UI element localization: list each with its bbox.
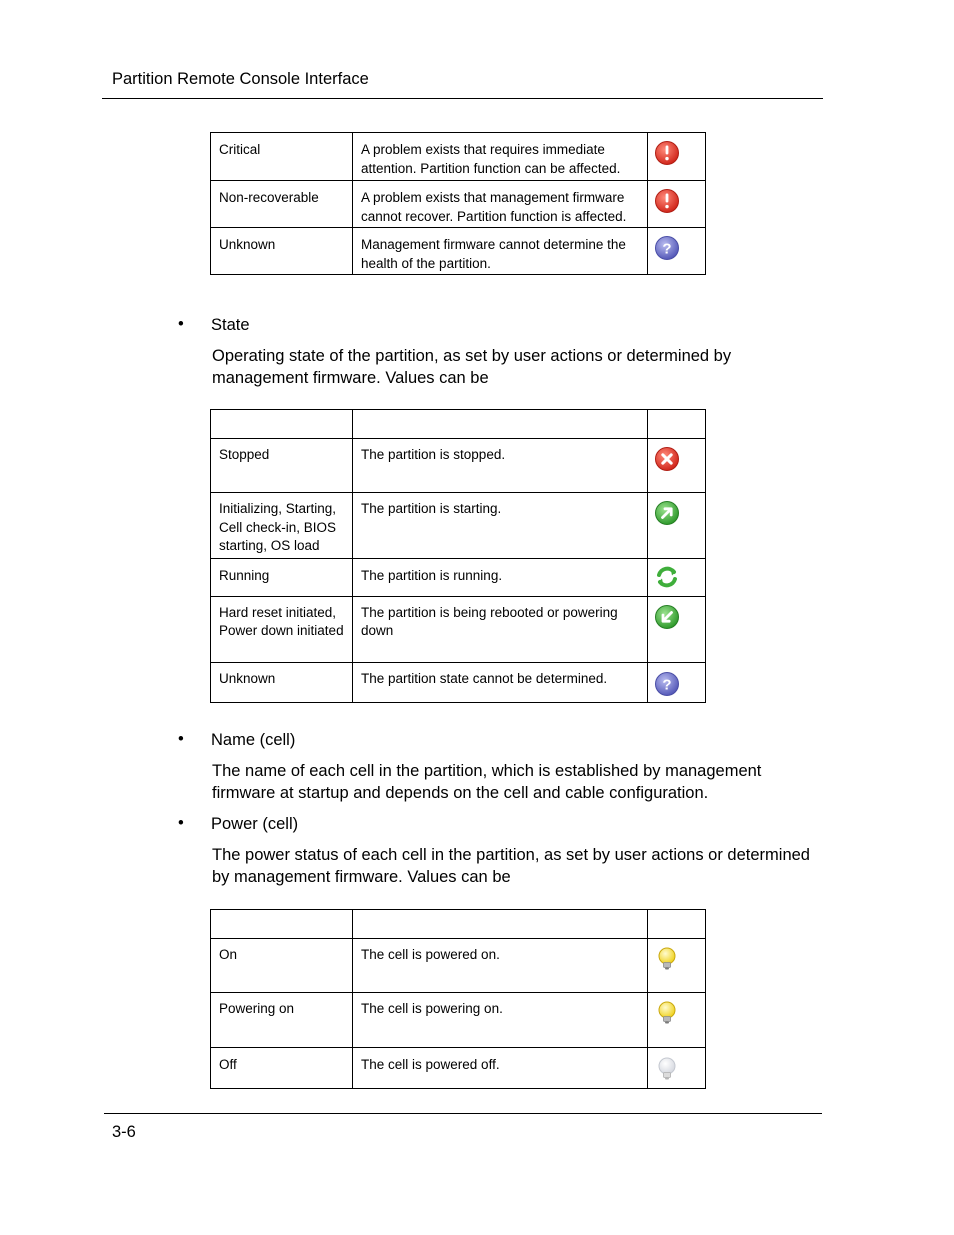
status-name: Critical <box>211 133 353 181</box>
status-name: Unknown <box>211 228 353 275</box>
running-icon <box>654 564 680 590</box>
state-name: Initializing, Starting, Cell check-in, BIOS starting, OS load <box>211 493 353 559</box>
stopped-icon <box>654 446 680 472</box>
state-description: Operating state of the partition, as set by user actions or determined by management firmware. Values can be <box>212 347 732 387</box>
critical-icon <box>654 140 680 166</box>
svg-text:?: ? <box>662 240 672 258</box>
power-status-description: The cell is powering on. <box>353 993 648 1048</box>
state-name: Stopped <box>211 439 353 493</box>
header-rule <box>102 98 823 99</box>
bullet-dot: • <box>178 814 184 832</box>
table-row <box>211 181 706 228</box>
state-name: Hard reset initiated, Power down initiated <box>211 596 353 662</box>
name-cell-description: The name of each cell in the partition, which is established by management firmware at startup and depends on the cell and cable configuration. <box>212 762 762 802</box>
bullet-dot: • <box>178 315 184 333</box>
table-header-row <box>211 910 706 939</box>
table-header-cell <box>648 410 706 439</box>
table-row <box>211 993 706 1048</box>
starting-icon <box>654 500 680 526</box>
table-header-cell <box>353 910 648 939</box>
power-status-description: The cell is powered off. <box>353 1048 648 1089</box>
state-description-cell: The partition is being rebooted or powering down <box>353 596 648 662</box>
svg-text:?: ? <box>662 676 672 693</box>
table-header-cell <box>211 910 353 939</box>
state-name: Running <box>211 559 353 597</box>
table-header-cell <box>353 410 648 439</box>
table-header-cell <box>211 410 353 439</box>
table-row <box>211 1048 706 1089</box>
power-status-name: On <box>211 939 353 993</box>
bullet-dot: • <box>178 730 184 748</box>
table-header-cell <box>648 910 706 939</box>
power-status-name: Off <box>211 1048 353 1089</box>
power-table <box>210 909 706 1089</box>
lightbulb-on-icon <box>654 1000 680 1026</box>
name-cell-section-title: Name (cell) <box>211 731 296 749</box>
state-table <box>210 409 706 703</box>
status-description: Management firmware cannot determine the health of the partition. <box>353 228 648 275</box>
state-name: Unknown <box>211 662 353 703</box>
state-section-title: State <box>211 316 250 334</box>
table-header-row <box>211 410 706 439</box>
power-cell-section-title: Power (cell) <box>211 815 299 833</box>
lightbulb-on-icon <box>654 946 680 972</box>
power-status-description: The cell is powered on. <box>353 939 648 993</box>
state-description-cell: The partition is stopped. <box>353 439 648 493</box>
page-number: 3-6 <box>112 1123 136 1141</box>
page-header-title: Partition Remote Console Interface <box>112 70 369 88</box>
lightbulb-off-icon <box>654 1056 680 1082</box>
question-icon <box>654 671 680 697</box>
table-row <box>211 559 706 597</box>
status-description: A problem exists that requires immediate attention. Partition function can be affected. <box>353 133 648 181</box>
table-row <box>211 939 706 993</box>
state-description-cell: The partition is starting. <box>353 493 648 559</box>
state-description-cell: The partition is running. <box>353 559 648 597</box>
table-row <box>211 228 706 275</box>
health-table <box>210 132 706 275</box>
rebooting-icon <box>654 604 680 630</box>
table-row <box>211 493 706 559</box>
footer-rule <box>104 1113 822 1114</box>
state-description-cell: The partition state cannot be determined. <box>353 662 648 703</box>
table-row <box>211 596 706 662</box>
power-status-name: Powering on <box>211 993 353 1048</box>
table-row <box>211 439 706 493</box>
status-description: A problem exists that management firmware cannot recover. Partition function is affected. <box>353 181 648 228</box>
critical-icon <box>654 188 680 214</box>
table-row <box>211 662 706 703</box>
question-icon <box>654 235 680 261</box>
status-name: Non-recoverable <box>211 181 353 228</box>
power-cell-description: The power status of each cell in the partition, as set by user actions or determined by management firmware. Values can be <box>212 846 810 886</box>
table-row <box>211 133 706 181</box>
